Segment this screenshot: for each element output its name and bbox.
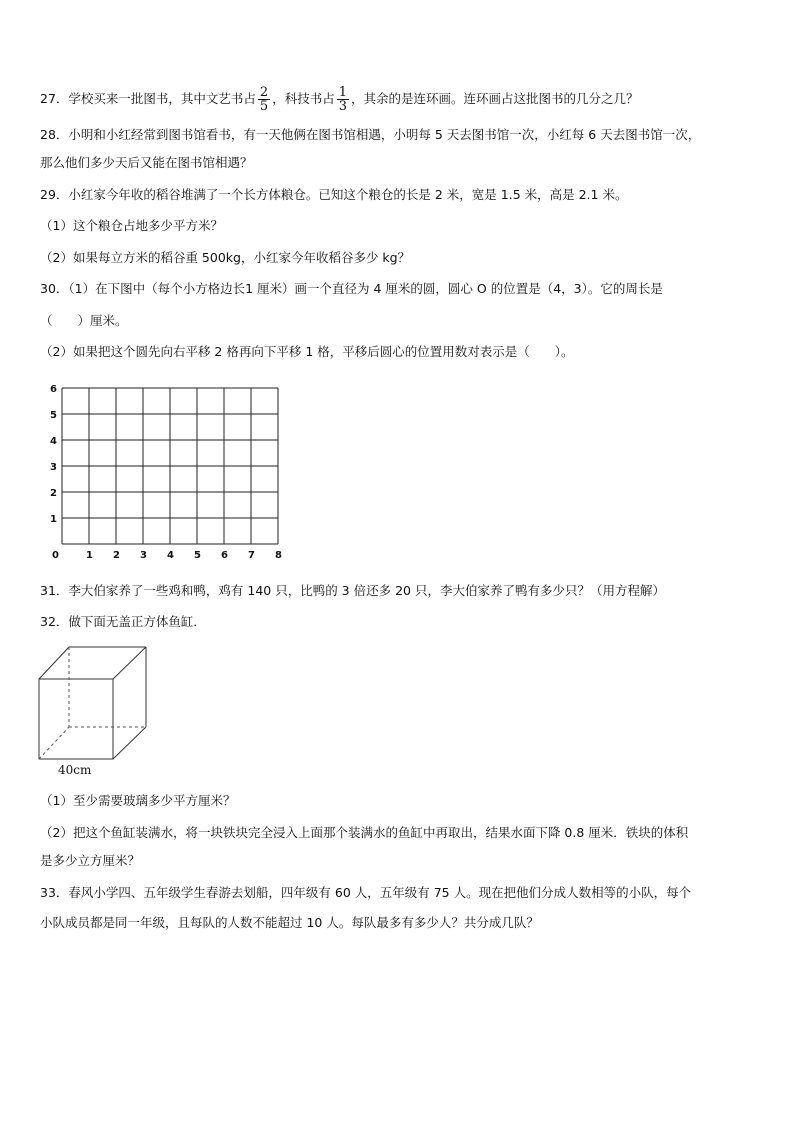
fraction-denominator: 5 (259, 99, 269, 114)
question-29-sub2: （2）如果每立方米的稻谷重 500kg，小红家今年收稻谷多少 kg？ (40, 250, 411, 265)
x-tick-label: 2 (113, 550, 120, 561)
question-32-line1: 32．做下面无盖正方体鱼缸． (40, 614, 206, 629)
x-axis-labels (52, 550, 282, 561)
q27-text-part2: ，科技书占 (272, 91, 335, 106)
cube-edge-label: 40cm (58, 763, 92, 777)
y-tick-label: 6 (50, 384, 57, 395)
fraction-one-third (337, 86, 349, 113)
question-29-line1: 29．小红家今年收的稻谷堆满了一个长方体粮仓。已知这个粮仓的长是 2 米，宽是 1.5 米，高是 2.1 米。 (40, 187, 628, 202)
cube-figure (36, 643, 166, 778)
question-27 (40, 86, 639, 113)
q27-text-part1: 27．学校买来一批图书，其中文艺书占 (40, 91, 256, 106)
question-31: 31．李大伯家养了一些鸡和鸭，鸡有 140 只，比鸭的 3 倍还多 20 只，李大伯家养了鸭有多少只？（用方程解） (40, 583, 665, 598)
x-tick-label: 5 (194, 550, 201, 561)
fraction-numerator: 2 (259, 85, 269, 100)
y-tick-label: 3 (50, 462, 57, 473)
coordinate-grid (40, 380, 300, 565)
question-32-sub1: （1）至少需要玻璃多少平方厘米？ (40, 793, 236, 808)
x-tick-label: 0 (52, 550, 59, 561)
question-29-sub1: （1）这个粮仓占地多少平方米？ (40, 218, 223, 233)
x-tick-label: 4 (167, 550, 174, 561)
x-tick-label: 3 (140, 550, 147, 561)
question-33-line2: 小队成员都是同一年级，且每队的人数不能超过 10 人。每队最多有多少人？共分成几队？ (40, 915, 539, 930)
q27-text-part3: ，其余的是连环画。连环画占这批图书的几分之几？ (351, 91, 639, 106)
y-tick-label: 2 (50, 488, 57, 499)
question-28-line2: 那么他们多少天后又能在图书馆相遇？ (40, 155, 253, 170)
fraction-denominator: 3 (338, 99, 347, 114)
grid-lines (62, 388, 278, 544)
question-32-sub2-line1: （2）把这个鱼缸装满水，将一块铁块完全浸入上面那个装满水的鱼缸中再取出，结果水面下降 0.8 厘米．铁块的体积 (40, 825, 689, 840)
y-tick-label: 5 (50, 410, 57, 421)
fraction-two-fifths (258, 86, 270, 113)
x-tick-label: 1 (86, 550, 93, 561)
x-tick-label: 8 (275, 550, 282, 561)
question-33-line1: 33．春风小学四、五年级学生春游去划船，四年级有 60 人，五年级有 75 人。现在把他们分成人数相等的小队，每个 (40, 885, 692, 900)
x-tick-label: 6 (221, 550, 228, 561)
y-tick-label: 4 (50, 436, 57, 447)
fraction-numerator: 1 (338, 85, 347, 100)
cube-edges (39, 647, 146, 759)
y-tick-label: 1 (50, 514, 57, 525)
x-tick-label: 7 (248, 550, 255, 561)
question-30-line2: （ ）厘米。 (40, 313, 128, 328)
question-28-line1: 28．小明和小红经常到图书馆看书，有一天他俩在图书馆相遇，小明每 5 天去图书馆一次，小红每 6 天去图书馆一次， (40, 127, 701, 142)
question-30-line1: 30．（1）在下图中（每个小方格边长1 厘米）画一个直径为 4 厘米的圆，圆心 O 的位置是（4，3）。它的周长是 (40, 281, 663, 296)
y-axis-labels (50, 384, 57, 525)
question-32-sub2-line2: 是多少立方厘米？ (40, 853, 141, 868)
question-30-sub2: （2）如果把这个圆先向右平移 2 格再向下平移 1 格，平移后圆心的位置用数对表示是（ ）。 (40, 344, 574, 359)
